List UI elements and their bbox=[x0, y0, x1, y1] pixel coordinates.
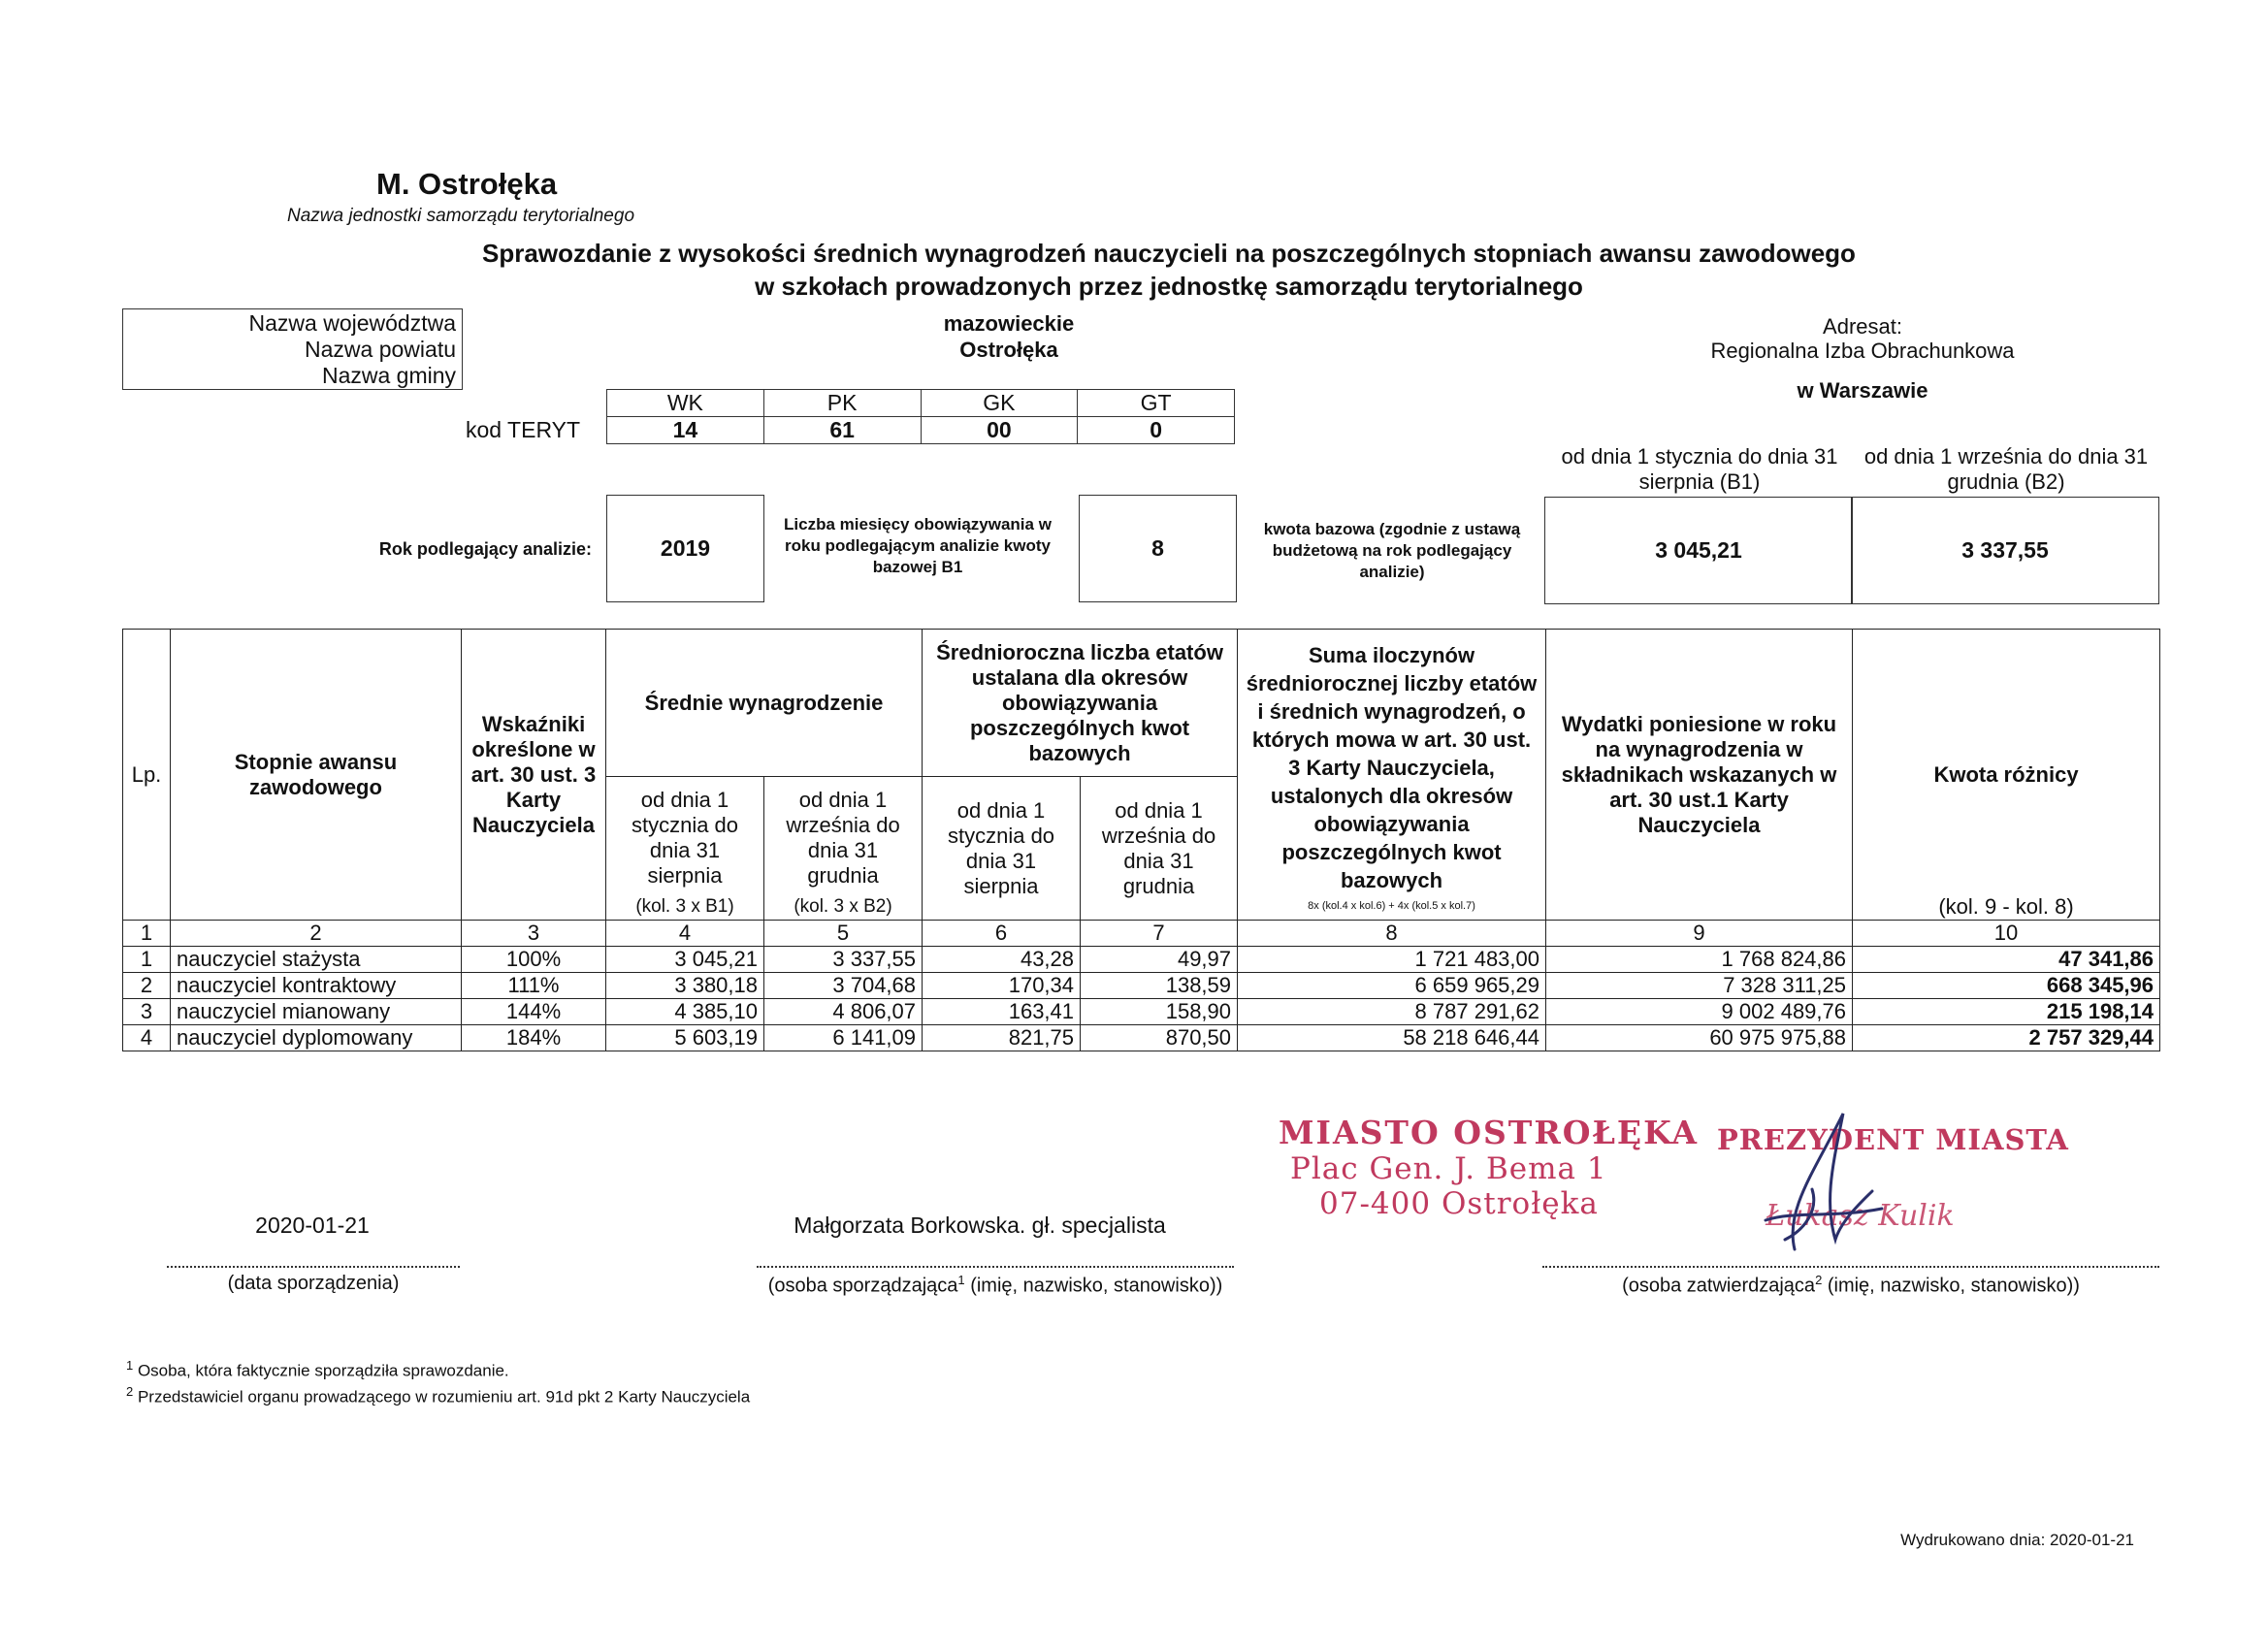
teryt-header-pk: PK bbox=[763, 390, 921, 417]
row-sr-b2: 4 806,07 bbox=[764, 999, 923, 1025]
row-suma: 6 659 965,29 bbox=[1238, 973, 1546, 999]
label-commune: Nazwa gminy bbox=[321, 363, 456, 388]
row-wydatki: 1 768 824,86 bbox=[1546, 947, 1853, 973]
teryt-value-pk: 61 bbox=[763, 417, 921, 444]
col-number: 10 bbox=[1853, 921, 2160, 947]
row-et-b2: 158,90 bbox=[1081, 999, 1238, 1025]
approver-label-b: (imię, nazwisko, stanowisko)) bbox=[1822, 1275, 2080, 1297]
row-wskaznik: 184% bbox=[462, 1025, 606, 1051]
row-lp: 4 bbox=[123, 1025, 171, 1051]
row-roznica: 215 198,14 bbox=[1853, 999, 2160, 1025]
analysis-months-label: Liczba miesięcy obowiązywania w roku podlegającym analizie kwoty bazowej B1 bbox=[784, 515, 1052, 576]
label-voivodeship: Nazwa województwa bbox=[248, 310, 456, 336]
header-roznica bbox=[1853, 630, 2160, 921]
teryt-value-gk: 00 bbox=[921, 417, 1078, 444]
footnote-1-text: Osoba, która faktycznie sporządziła sprawozdanie. bbox=[133, 1361, 509, 1380]
approver-label bbox=[1542, 1273, 2159, 1298]
report-date: 2020-01-21 bbox=[255, 1212, 370, 1238]
row-wydatki: 9 002 489,76 bbox=[1546, 999, 1853, 1025]
col-number: 8 bbox=[1238, 921, 1546, 947]
teryt-header-gt: GT bbox=[1078, 390, 1235, 417]
header-suma-note: 8x (kol.4 x kol.6) + 4x (kol.5 x kol.7) bbox=[1308, 900, 1475, 912]
salary-table bbox=[122, 629, 2160, 1051]
city-stamp-line2: Plac Gen. J. Bema 1 bbox=[1290, 1151, 1607, 1186]
header-suma bbox=[1238, 630, 1546, 921]
preparer-label-a: (osoba sporządzająca bbox=[767, 1275, 958, 1297]
col-number: 9 bbox=[1546, 921, 1853, 947]
col-number: 6 bbox=[923, 921, 1081, 947]
header-stopnie: Stopnie awansu zawodowego bbox=[171, 630, 462, 921]
analysis-year-label: Rok podlegający analizie: bbox=[378, 539, 592, 559]
header-sr-b1-text: od dnia 1 stycznia do dnia 31 sierpnia bbox=[631, 787, 739, 888]
footnote-1 bbox=[126, 1358, 509, 1381]
row-stopien: nauczyciel kontraktowy bbox=[171, 973, 462, 999]
analysis-base-label: kwota bazowa (zgodnie z ustawą budżetową na rok podlegający analizie) bbox=[1263, 520, 1521, 581]
analysis-base-b1: 3 045,21 bbox=[1655, 537, 1742, 563]
preparer-label-b: (imię, nazwisko, stanowisko)) bbox=[964, 1275, 1223, 1297]
teryt-header-gk: GK bbox=[921, 390, 1078, 417]
row-et-b1: 163,41 bbox=[923, 999, 1081, 1025]
row-sr-b1: 3 380,18 bbox=[606, 973, 764, 999]
row-sr-b2: 3 337,55 bbox=[764, 947, 923, 973]
approver-line bbox=[1542, 1266, 2159, 1268]
president-name-stamp: Łukasz Kulik bbox=[1766, 1199, 1955, 1233]
period-b1-label: od dnia 1 stycznia do dnia 31 sierpnia (B1) bbox=[1561, 444, 1838, 494]
report-title-line1: Sprawozdanie z wysokości średnich wynagrodzeń nauczycieli na poszczególnych stopniach awansu zawodowego bbox=[482, 239, 1856, 268]
row-stopien: nauczyciel stażysta bbox=[171, 947, 462, 973]
row-lp: 3 bbox=[123, 999, 171, 1025]
analysis-year: 2019 bbox=[660, 535, 711, 561]
date-line bbox=[167, 1266, 460, 1268]
date-label: (data sporządzenia) bbox=[227, 1273, 400, 1294]
footnote-1-sup: 1 bbox=[126, 1358, 134, 1373]
analysis-base-b2: 3 337,55 bbox=[1961, 537, 2049, 563]
col-number: 4 bbox=[606, 921, 764, 947]
row-roznica: 2 757 329,44 bbox=[1853, 1025, 2160, 1051]
analysis-months: 8 bbox=[1151, 535, 1164, 561]
voivodeship-value: mazowieckie bbox=[943, 311, 1075, 336]
header-sr-b2 bbox=[764, 777, 923, 921]
row-suma: 1 721 483,00 bbox=[1238, 947, 1546, 973]
col-number: 5 bbox=[764, 921, 923, 947]
footnote-2 bbox=[126, 1384, 750, 1407]
row-lp: 2 bbox=[123, 973, 171, 999]
col-number: 1 bbox=[123, 921, 171, 947]
row-et-b1: 170,34 bbox=[923, 973, 1081, 999]
addressee-city: w Warszawie bbox=[1797, 378, 1928, 403]
preparer-line bbox=[757, 1266, 1234, 1268]
row-wydatki: 7 328 311,25 bbox=[1546, 973, 1853, 999]
table-row bbox=[123, 947, 2160, 973]
header-lp: Lp. bbox=[123, 630, 171, 921]
row-stopien: nauczyciel mianowany bbox=[171, 999, 462, 1025]
row-roznica: 668 345,96 bbox=[1853, 973, 2160, 999]
preparer-label-sup: 1 bbox=[957, 1273, 965, 1287]
row-sr-b1: 4 385,10 bbox=[606, 999, 764, 1025]
approver-label-a: (osoba zatwierdzająca bbox=[1622, 1275, 1816, 1297]
row-sr-b2: 3 704,68 bbox=[764, 973, 923, 999]
header-wydatki: Wydatki poniesione w roku na wynagrodzenia w składnikach wskazanych w art. 30 ust.1 Karty Nauczyciela bbox=[1546, 630, 1853, 921]
row-wskaznik: 111% bbox=[462, 973, 606, 999]
report-title-line2: w szkołach prowadzonych przez jednostkę samorządu terytorialnego bbox=[755, 272, 1583, 301]
header-wskazniki: Wskaźniki określone w art. 30 ust. 3 Karty Nauczyciela bbox=[462, 630, 606, 921]
footnote-2-sup: 2 bbox=[126, 1384, 134, 1399]
teryt-header-wk: WK bbox=[607, 390, 764, 417]
addressee-label: Adresat: bbox=[1823, 314, 1902, 339]
table-row bbox=[123, 1025, 2160, 1051]
teryt-label: kod TERYT bbox=[466, 417, 581, 442]
header-srednie: Średnie wynagrodzenie bbox=[606, 630, 923, 777]
header-sr-b1-note: (kol. 3 x B1) bbox=[635, 896, 734, 917]
header-sr-b1 bbox=[606, 777, 764, 921]
preparer-label bbox=[757, 1273, 1234, 1298]
header-roznica-note: (kol. 9 - kol. 8) bbox=[1938, 894, 2074, 919]
handwritten-signature bbox=[1727, 1094, 1892, 1259]
row-sr-b1: 3 045,21 bbox=[606, 947, 764, 973]
header-et-b2: od dnia 1 września do dnia 31 grudnia bbox=[1081, 777, 1238, 921]
header-sr-b2-text: od dnia 1 września do dnia 31 grudnia bbox=[786, 787, 900, 888]
column-number-row bbox=[123, 921, 2160, 947]
row-et-b2: 870,50 bbox=[1081, 1025, 1238, 1051]
header-suma-text: Suma iloczynów średniorocznej liczby etatów i średnich wynagrodzeń, o których mowa w art. 30 ust. 3 Karty Nauczyciela, ustalonych dla okresów obowiązywania poszczególnych kwot bazowych bbox=[1246, 643, 1538, 892]
row-lp: 1 bbox=[123, 947, 171, 973]
row-wskaznik: 100% bbox=[462, 947, 606, 973]
president-stamp: PREZYDENT MIASTA bbox=[1717, 1123, 2069, 1156]
row-et-b1: 821,75 bbox=[923, 1025, 1081, 1051]
row-et-b2: 138,59 bbox=[1081, 973, 1238, 999]
teryt-value-gt: 0 bbox=[1078, 417, 1235, 444]
teryt-value-wk: 14 bbox=[607, 417, 764, 444]
approver-label-sup: 2 bbox=[1815, 1273, 1823, 1287]
city-stamp-line1: MIASTO OSTROŁĘKA bbox=[1279, 1114, 1700, 1151]
row-roznica: 47 341,86 bbox=[1853, 947, 2160, 973]
row-sr-b1: 5 603,19 bbox=[606, 1025, 764, 1051]
row-sr-b2: 6 141,09 bbox=[764, 1025, 923, 1051]
preparer-name: Małgorzata Borkowska. gł. specjalista bbox=[794, 1212, 1166, 1238]
table-row bbox=[123, 973, 2160, 999]
footnote-2-text: Przedstawiciel organu prowadzącego w rozumieniu art. 91d pkt 2 Karty Nauczyciela bbox=[133, 1387, 751, 1406]
row-et-b1: 43,28 bbox=[923, 947, 1081, 973]
row-wskaznik: 144% bbox=[462, 999, 606, 1025]
teryt-table bbox=[606, 389, 1235, 444]
period-b2-label: od dnia 1 września do dnia 31 grudnia (B2) bbox=[1863, 444, 2149, 494]
row-suma: 58 218 646,44 bbox=[1238, 1025, 1546, 1051]
printed-date: Wydrukowano dnia: 2020-01-21 bbox=[1900, 1531, 2134, 1549]
unit-name: M. Ostrołęka bbox=[376, 167, 558, 201]
unit-caption: Nazwa jednostki samorządu terytorialnego bbox=[287, 206, 635, 226]
header-et-b1: od dnia 1 stycznia do dnia 31 sierpnia bbox=[923, 777, 1081, 921]
city-stamp-line3: 07-400 Ostrołęka bbox=[1319, 1186, 1599, 1221]
county-value: Ostrołęka bbox=[959, 338, 1058, 362]
city-stamp bbox=[1279, 1114, 1699, 1221]
row-et-b2: 49,97 bbox=[1081, 947, 1238, 973]
row-stopien: nauczyciel dyplomowany bbox=[171, 1025, 462, 1051]
table-row bbox=[123, 999, 2160, 1025]
header-roznica-text: Kwota różnicy bbox=[1933, 761, 2079, 787]
addressee-name: Regionalna Izba Obrachunkowa bbox=[1710, 339, 2015, 363]
label-county: Nazwa powiatu bbox=[305, 337, 456, 362]
row-suma: 8 787 291,62 bbox=[1238, 999, 1546, 1025]
header-etaty: Średnioroczna liczba etatów ustalana dla okresów obowiązywania poszczególnych kwot bazowych bbox=[923, 630, 1238, 777]
col-number: 2 bbox=[171, 921, 462, 947]
row-wydatki: 60 975 975,88 bbox=[1546, 1025, 1853, 1051]
header-sr-b2-note: (kol. 3 x B2) bbox=[794, 896, 892, 917]
col-number: 7 bbox=[1081, 921, 1238, 947]
col-number: 3 bbox=[462, 921, 606, 947]
